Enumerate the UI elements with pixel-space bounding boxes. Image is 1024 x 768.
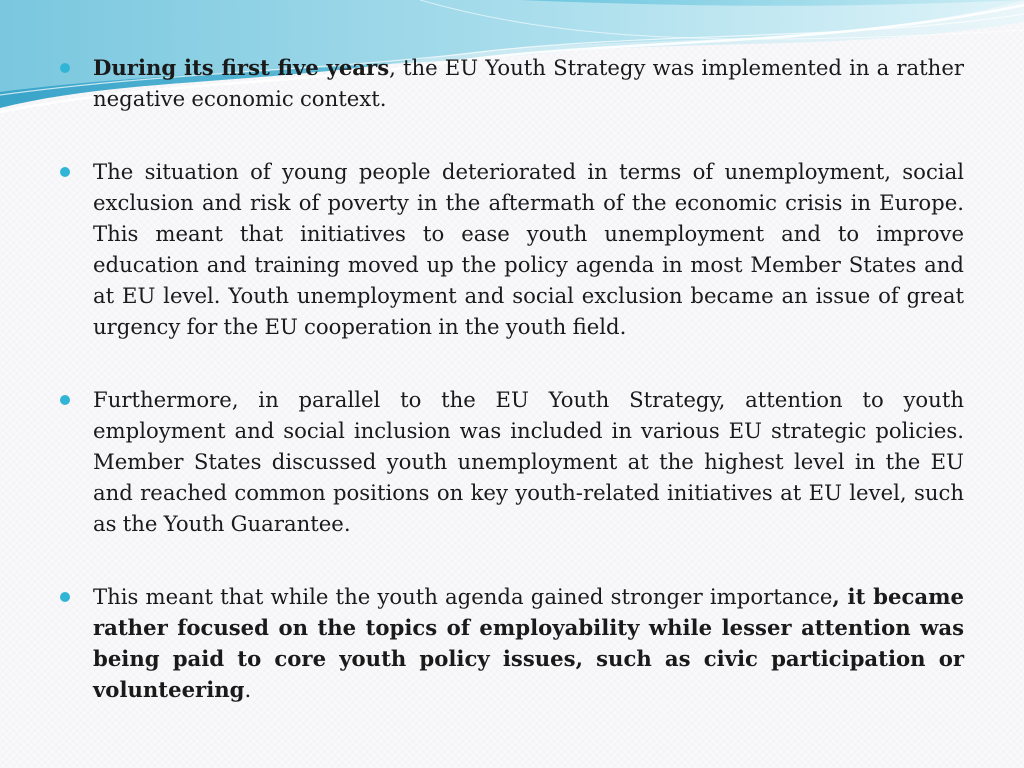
bullet-item-3 [60, 384, 964, 539]
bullet-item-2 [60, 156, 964, 342]
bullet-item-4 [60, 581, 964, 705]
bold-text: , it became rather focused on the topics of employability while lesser attention was being paid to core youth policy issues, such as civic participation or volunteering [93, 584, 964, 702]
bullet-dot-icon [60, 592, 70, 602]
body-text: Furthermore, in parallel to the EU Youth Strategy, attention to youth employment and social inclusion was included in various EU strategic policies. Member States discussed youth unemployment at the highest level in the EU and reached common positions on key youth-related initiatives at EU level, such as the Youth Guarantee. [93, 387, 964, 536]
body-text: . [244, 677, 252, 702]
body-text: This meant that while the youth agenda gained stronger importance [93, 584, 833, 609]
body-text: The situation of young people deteriorated in terms of unemployment, social exclusion and risk of poverty in the aftermath of the economic crisis in Europe. This meant that initiatives to ease youth unemployment and to improve education and training moved up the policy agenda in most Member States and at EU level. Youth unemployment and social exclusion became an issue of great urgency for the EU cooperation in the youth field. [93, 159, 964, 339]
bullet-item-1 [60, 52, 964, 114]
bullet-dot-icon [60, 167, 70, 177]
bullet-dot-icon [60, 63, 70, 73]
bullet-dot-icon [60, 395, 70, 405]
bullet-list [60, 52, 964, 705]
body-text: , the EU Youth Strategy was implemented in a rather negative economic context. [93, 55, 964, 111]
bold-text: During its first five years [93, 55, 390, 80]
